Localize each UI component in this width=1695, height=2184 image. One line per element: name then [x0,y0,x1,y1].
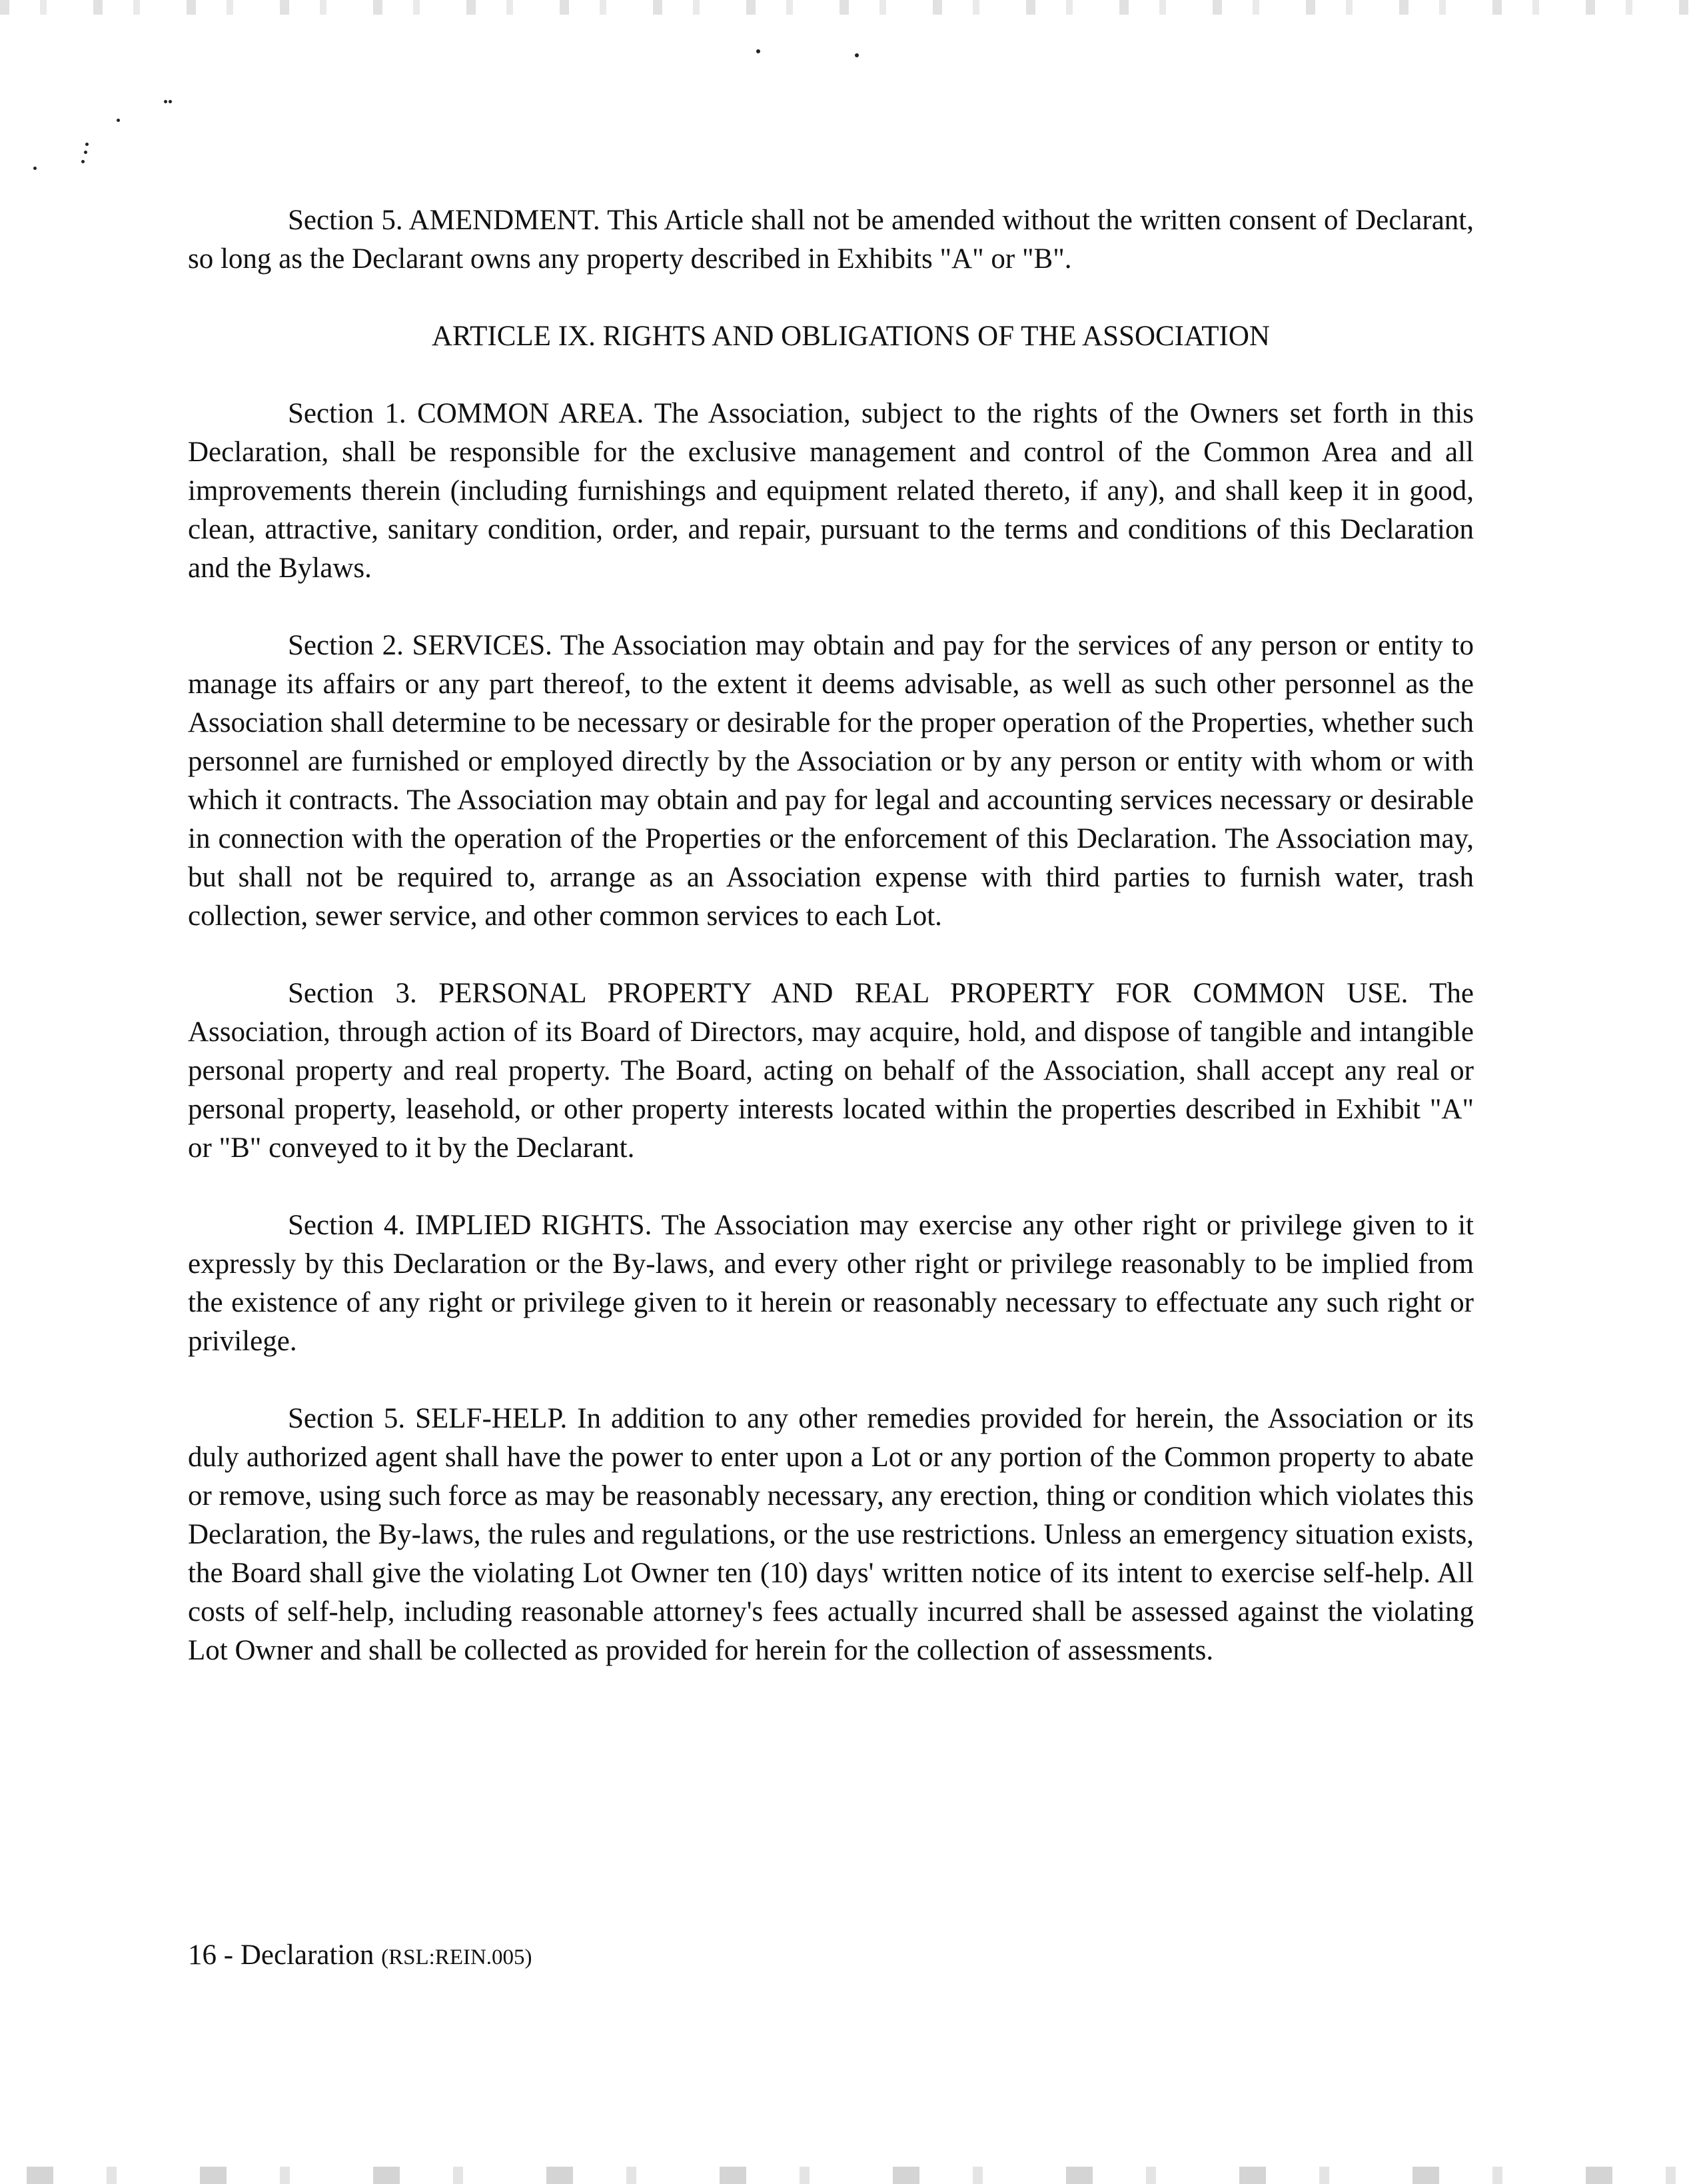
scan-speck [84,151,87,154]
scan-edge-top [0,0,1695,15]
scan-edge-bottom [0,2167,1695,2184]
scan-speck [85,143,89,146]
page-footer [188,1936,532,1977]
scan-speck [164,100,167,103]
section-text: The Association, through action of its Board of Directors, may acquire, hold, and dispose of tangible and intangible personal property and real property. The Board, acting on behalf of the Association, shall accept any real or personal property, leasehold, or other property interests located within the properties described in Exhibit "A" or "B" conveyed to it by the Declarant. [188,978,1474,1164]
document-body [188,201,1474,1709]
section-label: Section 5. AMENDMENT. [288,205,600,236]
section-text: The Association, subject to the rights of the Owners set forth in this Declaration, shall be responsible for the exclusive management and control of the Common Area and all improvements therein (including furnishings and equipment related thereto, if any), and shall keep it in good, clean, attractive, sanitary condition, order, and repair, pursuant to the terms and conditions of this Declaration and the Bylaws. [188,398,1474,584]
section-text: This Article shall not be amended without the written consent of Declarant, so long as the Declarant owns any property described in Exhibits "A" or "B". [188,205,1474,275]
section-text: The Association may exercise any other right or privilege given to it expressly by this Declaration or the By-laws, and every other right or privilege reasonably to be implied from the existence of any right or privilege given to it herein or reasonably necessary to effectuate any such right or privilege. [188,1210,1474,1357]
section-label: Section 4. IMPLIED RIGHTS. [288,1210,652,1241]
scan-speck [81,160,85,163]
section-personal-property [188,974,1474,1168]
section-common-area [188,395,1474,588]
article-heading: ARTICLE IX. RIGHTS AND OBLIGATIONS OF THE ASSOCIATION [432,321,1270,352]
section-label: Section 2. SERVICES. [288,630,552,661]
section-services [188,626,1474,936]
section-amendment [188,201,1474,279]
section-text: The Association may obtain and pay for the services of any person or entity to manage its affairs or any part thereof, to the extent it deems advisable, as well as such other personnel as the Association shall determine to be necessary or desirable for the proper operation of the Properties, whether such personnel are furnished or employed directly by the Association or by any person or entity with whom or with which it contracts. The Association may obtain and pay for legal and accounting services necessary or desirable in connection with the operation of the Properties or the enforcement of this Declaration. The Association may, but shall not be required to, arrange as an Association expense with third parties to furnish water, trash collection, sewer service, and other common services to each Lot. [188,630,1474,932]
section-label: Section 3. PERSONAL PROPERTY AND REAL PROPERTY FOR COMMON USE. [288,978,1409,1009]
section-self-help [188,1400,1474,1670]
scan-speck [169,100,172,103]
scan-speck [33,167,37,170]
document-code: (RSL:REIN.005) [381,1945,532,1969]
page-label: 16 - Declaration [188,1939,374,1971]
scan-speck [117,119,120,122]
section-text: In addition to any other remedies provided for herein, the Association or its duly authorized agent shall have the power to enter upon a Lot or any portion of the Common property to abate or remove, using such force as may be reasonably necessary, any erection, thing or condition which violates this Declaration, the By-laws, the rules and regulations, or the use restrictions. Unless an emergency situation exists, the Board shall give the violating Lot Owner ten (10) days' written notice of its intent to exercise self-help. All costs of self-help, including reasonable attorney's fees actually incurred shall be assessed against the violating Lot Owner and shall be collected as provided for herein for the collection of assessments. [188,1403,1474,1666]
section-implied-rights [188,1206,1474,1361]
scan-speck [756,49,760,53]
scan-speck [855,53,859,57]
section-label: Section 1. COMMON AREA. [288,398,644,429]
section-label: Section 5. SELF-HELP. [288,1403,568,1434]
